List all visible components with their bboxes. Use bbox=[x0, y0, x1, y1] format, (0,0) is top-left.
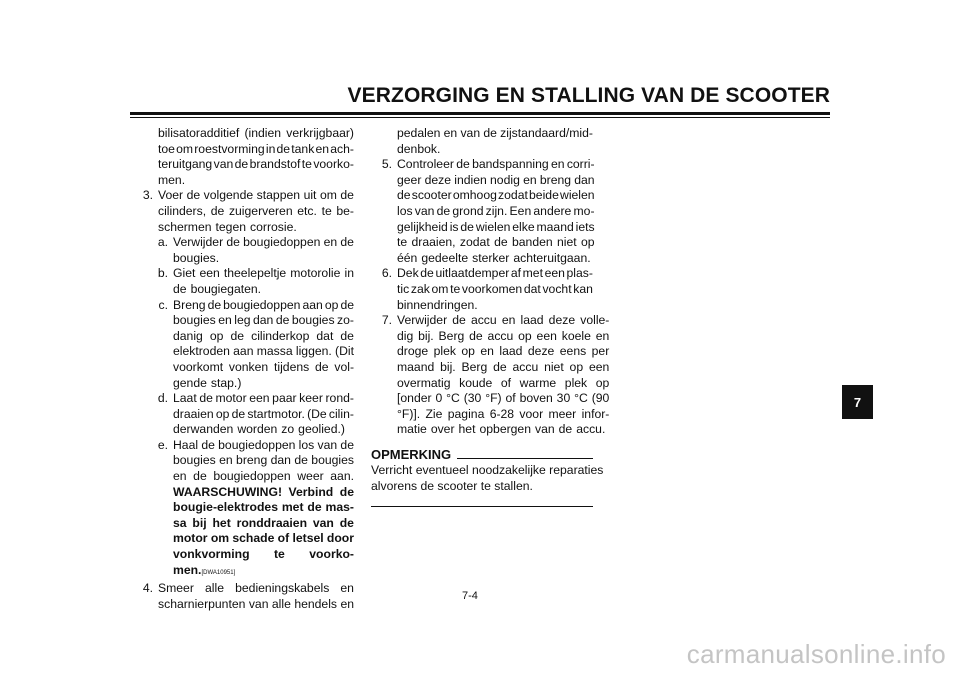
text-line: dig bij. Berg de accu op een koele en bbox=[397, 328, 610, 343]
text-line: danig op de cilinderkop dat de bbox=[173, 328, 354, 343]
text-line: de bougiegaten. bbox=[173, 281, 262, 296]
list-item-body bbox=[397, 313, 609, 438]
note-title-rule bbox=[457, 458, 593, 459]
sub-item-letter: c. bbox=[158, 297, 168, 312]
list-item-4 bbox=[121, 581, 354, 612]
text-line: WAARSCHUWING! Verbind de bbox=[173, 484, 354, 499]
text-line: bougies en breng dan de bougies bbox=[173, 453, 354, 468]
list-item-3 bbox=[121, 188, 354, 581]
text-line: schermen tegen corrosie. bbox=[158, 219, 297, 234]
text-line: elektroden aan massa liggen. (Dit bbox=[173, 344, 354, 359]
sub-item-c bbox=[136, 298, 354, 392]
text-line: geer deze indien nodig en breng dan bbox=[397, 172, 595, 187]
text-line: één gedeelte sterker achteruitgaan. bbox=[397, 250, 591, 265]
text-line: matie over het opbergen van de accu. bbox=[397, 422, 606, 437]
note-line-text: alvorens de scooter te stallen. bbox=[371, 479, 533, 494]
sub-item-letter: b. bbox=[157, 266, 168, 281]
text-line: gelijkheid is de wielen elke maand iets bbox=[397, 219, 595, 234]
list-number: 6. bbox=[381, 266, 392, 281]
text-line: pedalen en van de zijstandaard/mid- bbox=[397, 126, 593, 140]
text-line: de scooter omhoog zodat beide wielen bbox=[397, 188, 595, 203]
sub-item-body bbox=[173, 266, 354, 297]
chapter-tab: 7 bbox=[842, 385, 873, 419]
text-line: denbok. bbox=[397, 141, 441, 156]
sub-item-e bbox=[136, 438, 354, 581]
text-line: teruitgang van de brandstof te voorko- bbox=[158, 157, 354, 172]
text-line: Breng de bougiedoppen aan op de bbox=[173, 297, 354, 312]
list-item-body bbox=[158, 581, 354, 612]
text-line: bougie-elektrodes met de mas- bbox=[173, 500, 354, 515]
text-line: [onder 0 °C (30 °F) of boven 30 °C (90 bbox=[397, 391, 610, 406]
sub-item-d bbox=[136, 391, 354, 438]
header-rule-thin bbox=[130, 117, 830, 118]
list-number: 4. bbox=[142, 581, 153, 596]
continuation-paragraph bbox=[397, 126, 593, 157]
list-item-body bbox=[158, 188, 354, 581]
page-title: VERZORGING EN STALLING VAN DE SCOOTER bbox=[347, 84, 830, 107]
text-line: men. bbox=[158, 172, 186, 187]
note-title: OPMERKING bbox=[371, 446, 452, 462]
text-line: derwanden worden zo geolied.) bbox=[173, 422, 345, 437]
left-text-column bbox=[121, 126, 354, 612]
list-number: 7. bbox=[381, 313, 392, 328]
text-line: cilinders, de zuigerveren etc. te be- bbox=[158, 203, 354, 218]
text-line: bougies en leg dan de bougies zo- bbox=[173, 313, 354, 328]
list-item-5 bbox=[371, 157, 593, 266]
text-line: voorkomt vonken tijdens de vol- bbox=[173, 359, 354, 374]
watermark: carmanualsonline.info bbox=[686, 639, 946, 669]
sub-item-letter: a. bbox=[157, 235, 168, 250]
sub-item-a bbox=[136, 235, 354, 266]
text-line: Smeer alle bedieningskabels en bbox=[158, 581, 354, 596]
text-line: Dek de uitlaatdemper af met een plas- bbox=[397, 266, 593, 281]
text-line: scharnierpunten van alle hendels en bbox=[158, 596, 354, 611]
text-line: men.[DWA10951] bbox=[173, 562, 236, 577]
sub-item-letter: e. bbox=[157, 437, 168, 452]
note-body bbox=[371, 463, 604, 494]
sub-item-body bbox=[173, 298, 354, 392]
text-line: sa bij het ronddraaien van de bbox=[173, 515, 354, 530]
text-line: tic zak om te voorkomen dat vocht kan bbox=[397, 281, 593, 296]
text-line: motor om schade of letsel door bbox=[173, 531, 354, 546]
list-item-6 bbox=[371, 266, 593, 313]
warning-text bbox=[173, 485, 354, 582]
sub-item-body bbox=[173, 438, 354, 581]
warning-code: [DWA10951] bbox=[201, 569, 236, 576]
text-line: Verwijder de bougiedoppen en de bbox=[173, 235, 354, 250]
text-line: toe om roestvorming in de tank en ach- bbox=[158, 141, 354, 156]
sub-item-letter: d. bbox=[157, 391, 168, 406]
right-text-column bbox=[371, 126, 610, 507]
list-item-body bbox=[397, 266, 593, 313]
text-line: droge plek op en laad deze eens per bbox=[397, 344, 610, 359]
text-line: gende stap.) bbox=[173, 375, 242, 390]
note-header bbox=[371, 447, 593, 463]
text-line: te draaien, zodat de banden niet op bbox=[397, 235, 595, 250]
list-item-body bbox=[397, 157, 595, 266]
text-line: overmatig koude of warme plek op bbox=[397, 375, 610, 390]
sub-item-body bbox=[173, 391, 354, 438]
list-item-7 bbox=[371, 313, 610, 438]
text-line: Voer de volgende stappen uit om de bbox=[158, 188, 354, 203]
page-number: 7-4 bbox=[462, 590, 478, 602]
text-line: Controleer de bandspanning en corri- bbox=[397, 157, 595, 172]
text-line: maand bij. Berg de accu niet op een bbox=[397, 359, 610, 374]
text-line: Verwijder de accu en laad deze volle- bbox=[397, 313, 610, 328]
text-line: bougies. bbox=[173, 250, 220, 265]
text-line: en de bougiedoppen weer aan. bbox=[173, 469, 354, 484]
text-line: Haal de bougiedoppen los van de bbox=[173, 437, 354, 452]
text-line: °F)]. Zie pagina 6-28 voor meer infor- bbox=[397, 406, 610, 421]
header-rule-thick bbox=[130, 112, 830, 115]
text-line: binnendringen. bbox=[397, 297, 478, 312]
text-line: Laat de motor een paar keer rond- bbox=[173, 391, 354, 406]
sub-item-b bbox=[136, 266, 354, 297]
intro-paragraph bbox=[158, 126, 354, 188]
text-line: bilisatoradditief (indien verkrijgbaar) bbox=[158, 126, 354, 140]
list-number: 3. bbox=[142, 188, 153, 203]
note-end-rule bbox=[371, 506, 593, 507]
sub-item-body bbox=[173, 235, 354, 266]
text-line: draaien op de startmotor. (De cilin- bbox=[173, 406, 354, 421]
list-number: 5. bbox=[381, 157, 392, 172]
text-line: Giet een theelepeltje motorolie in bbox=[173, 266, 354, 281]
text-line: vonkvorming te voorko- bbox=[173, 547, 354, 562]
note-line-text: Verricht eventueel noodzakelijke reparaties bbox=[371, 463, 604, 478]
text-line: los van de grond zijn. Een andere mo- bbox=[397, 203, 595, 218]
